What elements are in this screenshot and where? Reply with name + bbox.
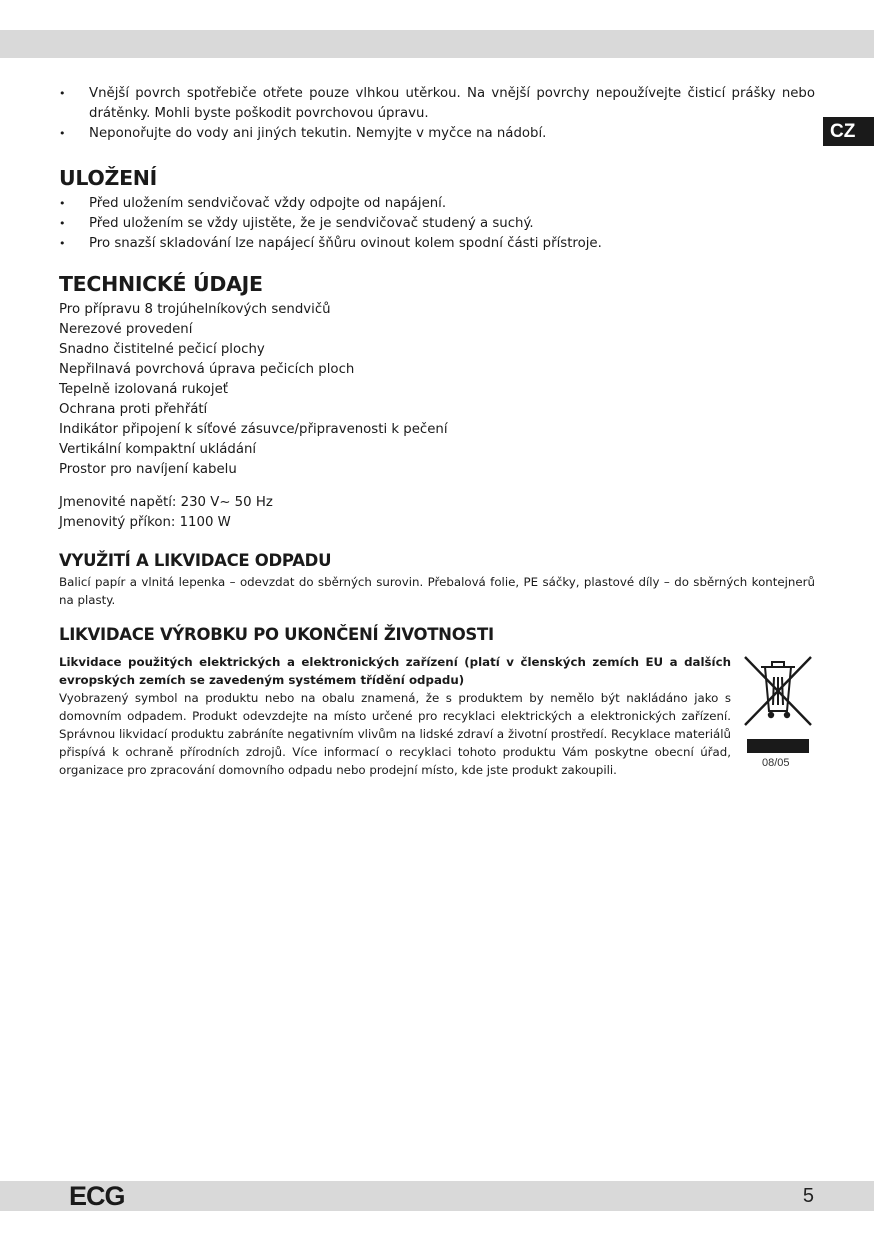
list-item: • Před uložením se vždy ujistěte, že je sendvičovač studený a suchý. bbox=[59, 214, 815, 234]
language-tab: CZ bbox=[823, 117, 874, 146]
page-number: 5 bbox=[802, 1185, 814, 1207]
list-item: • Pro snazší skladování lze napájecí šňůru ovinout kolem spodní části přístroje. bbox=[59, 234, 815, 254]
feature-line: Vertikální kompaktní ukládání bbox=[59, 442, 257, 457]
list-item: • Před uložením sendvičovač vždy odpojte od napájení. bbox=[59, 194, 815, 214]
weee-code: 08/05 bbox=[762, 757, 790, 769]
feature-line: Indikátor připojení k síťové zásuvce/připravenosti k pečení bbox=[59, 422, 448, 437]
disposal-text: Vyobrazený symbol na produktu nebo na obalu znamená, že s produktem by nemělo být nakládáno jako s domovním odpadem. Produkt odevzdejte na místo určené pro recyklaci elektrických a elektronických zařízení. Správnou likvidací produktu zabráníte negativním vlivům na lidské zdraví a životní prostředí. Recyklace materiálů přispívá k ochraně přírodních zdrojů. Více informací o recyklaci tohoto produktu Vám poskytne obecní úřad, organizace pro zpracování domovního odpadu nebo prodejní místo, kde jste produkt zakoupili. bbox=[59, 691, 731, 777]
rating-line: Jmenovitý příkon: 1100 W bbox=[59, 515, 231, 530]
storage-list bbox=[59, 194, 815, 254]
disposal-section bbox=[59, 653, 815, 779]
disposal-bold-text: Likvidace použitých elektrických a elektronických zařízení (platí v členských zemích EU a dalších evropských zemích se zavedeným systémem třídění odpadu) bbox=[59, 655, 731, 687]
feature-line: Snadno čistitelné pečicí plochy bbox=[59, 342, 265, 357]
technical-features bbox=[59, 300, 815, 480]
feature-line: Pro přípravu 8 trojúhelníkových sendvičů bbox=[59, 302, 331, 317]
storage-heading: ULOŽENÍ bbox=[59, 166, 157, 190]
weee-bar bbox=[747, 739, 809, 753]
feature-line: Tepelně izolovaná rukojeť bbox=[59, 382, 228, 397]
cleaning-list bbox=[59, 84, 815, 144]
brand-logo: ECG bbox=[69, 1181, 125, 1211]
technical-heading: TECHNICKÉ ÚDAJE bbox=[59, 272, 263, 296]
crossed-out-wheelie-bin-icon bbox=[741, 653, 815, 729]
feature-line: Nerezové provedení bbox=[59, 322, 193, 337]
header-band bbox=[0, 30, 874, 58]
weee-symbol bbox=[741, 653, 815, 769]
disposal-text-block bbox=[59, 653, 731, 779]
list-item: • Neponořujte do vody ani jiných tekutin. Nemyjte v myčce na nádobí. bbox=[59, 124, 815, 144]
waste-heading: VYUŽITÍ A LIKVIDACE ODPADU bbox=[59, 551, 332, 570]
feature-line: Prostor pro navíjení kabelu bbox=[59, 462, 237, 477]
page-content bbox=[59, 84, 815, 779]
technical-ratings bbox=[59, 493, 815, 533]
waste-text: Balicí papír a vlnitá lepenka – odevzdat do sběrných surovin. Přebalová folie, PE sáčky, plastové díly – do sběrných kontejnerů na plasty. bbox=[59, 575, 815, 607]
rating-line: Jmenovité napětí: 230 V~ 50 Hz bbox=[59, 495, 273, 510]
list-item: • Vnější povrch spotřebiče otřete pouze vlhkou utěrkou. Na vnější povrchy nepoužívejte čisticí prášky nebo drátěnky. Mohli byste poškodit povrchovou úpravu. bbox=[59, 84, 815, 124]
feature-line: Ochrana proti přehřátí bbox=[59, 402, 208, 417]
disposal-heading: LIKVIDACE VÝROBKU PO UKONČENÍ ŽIVOTNOSTI bbox=[59, 625, 494, 644]
feature-line: Nepřilnavá povrchová úprava pečicích ploch bbox=[59, 362, 355, 377]
footer-band bbox=[0, 1181, 874, 1211]
